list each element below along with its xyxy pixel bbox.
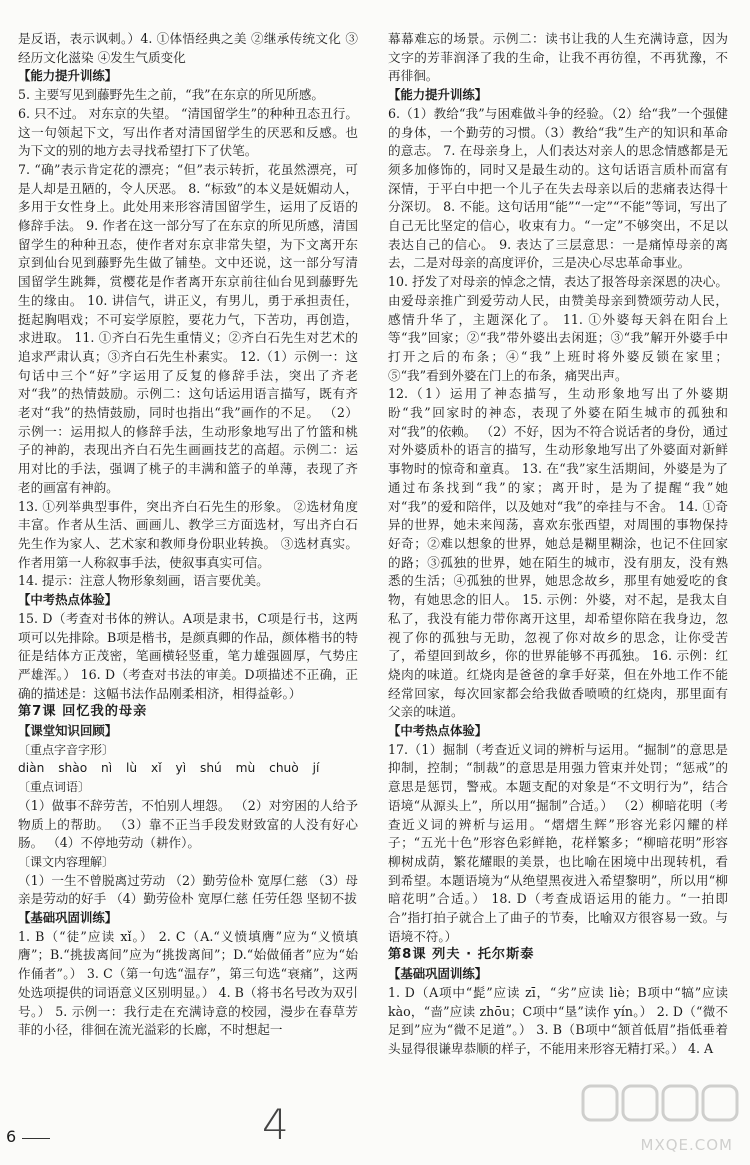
answer-paragraph: 1. B（“徒”应读 xǐ。） 2. C（A.“义愤填膺”应为“义愤填膺”；B.“挑拔离间”应为“挑拨离间”；D.“始做俑者”应为“始作俑者”。） 3. C（第一句选“温存”，第三句选“衰痛”，这两处选项提供的词语意义区别明显。） 4. B（将书名号改为双引号。） 5. 示例一：我行走在充满诗意的校园，漫步在春草芳菲的小径，徘徊在流光溢彩的长廊，不时想起一	[18, 928, 358, 1038]
answer-paragraph: （1）做事不辞劳苦，不怕别人埋怨。 （2）对穷困的人给予物质上的帮助。 （3）靠不正当手段发财致富的人没有好心肠。 （4）不停地劳动（耕作）。	[18, 797, 358, 851]
answer-paragraph: 14. 提示：注意人物形象刻画，语言要优美。	[18, 573, 269, 589]
section-heading: 【课堂知识回顾】	[18, 723, 118, 739]
answer-paragraph: 12.（1）运用了神态描写，生动形象地写出了外婆期盼“我”回家时的神态，表现了外婆在陌生城市的孤独和对“我”的依赖。 （2）不好，因为不符合说话者的身份，通过对外婆质朴的语言的描写，生动形象地写出了外婆面对新鲜事物时的惊奇和童真。 13. 在“我”家生活期间，外婆是为了通过布条找到“我”的家；离开时，是为了提醒“我”她对“我”的爱和陪伴，以及她对“我”的牵挂与不舍。 14. ①奇异的世界，她未来闯荡，喜欢东张西望，对周围的事物保持好奇；②难以想象的世界，她总是糊里糊涂，也记不住回家的路；③孤独的世界，她在陌生的城市，没有朋友，没有熟悉的生活；④孤独的世界，她思念故乡，那里有她爱吃的食物，有她思念的旧人。 15. 示例：外婆，对不起，是我太自私了，我没有能力带你离开这里，却希望你陪在我身边，忽视了你的孤独与无助，忽视了你对故乡的思念，让你受苦了，希望回到故乡，你的世界能够不再孤独。 16. 示例：红烧肉的味道。红烧肉是爸爸的拿手好菜，但在外地工作不能经常回家，每次回家都会给我做香喷喷的红烧肉，那里面有父亲的味道。	[388, 386, 728, 720]
section-heading: 【基础巩固训练】	[18, 910, 118, 926]
answer-paragraph: 6. 只不过。 对东京的失望。 “清国留学生”的种种丑态丑行。 这一句领起下文，写出作者对清国留学生的厌恶和反感。也为下文的别的地方去寻找希望打下了伏笔。	[18, 105, 358, 159]
answer-paragraph: 13. ①列举典型事件，突出齐白石先生的形象。 ②选材角度丰富。作者从生活、画画儿、教学三方面选材，写出齐白石先生作为家人、艺术家和教师身份职业转换。 ③选材真实。作者用第一人称叙事手法，使叙事真实可信。	[18, 498, 358, 570]
subsection-heading: 〔课文内容理解〕	[18, 854, 115, 869]
page-number: 6	[6, 1127, 17, 1146]
lesson-title: 第8课 列夫 · 托尔斯泰	[388, 947, 535, 963]
pinyin-line: diàn shào nì lù xǐ yì shú mù chuò jí	[18, 761, 320, 776]
right-column	[388, 30, 728, 1059]
handwritten-mark: 4	[262, 1100, 289, 1149]
answer-paragraph: 17.（1）掘制（考查近义词的辨析与运用。“掘制”的意思是抑制，控制；“制裁”的意思是用强力管束并处罚；“惩戒”的意思是惩罚，警戒。本题支配的对象是“不文明行为”，结合语境“从源头上”，所以用“掘制”合适。） （2）柳暗花明（考查近义词的辨析与运用。“熠熠生辉”形容光彩闪耀的样子；“五光十色”形容色彩鲜艳，花样繁多；“柳暗花明”形容柳树成荫，繁花耀眼的美景，也比喻在困境中出现转机，看到希望。本题语境为“从绝望黑夜进入希望黎明”，所以用“柳暗花明”合适。） 18. D（考查成语运用的能力。“一拍即合”指打拍子就合上了曲子的节奏，比喻双方很容易一致。与语境不符。）	[388, 741, 728, 944]
answer-paragraph: 6.（1）教给“我”与困难做斗争的经验。（2）给“我”一个强健的身体，一个勤劳的习惯。（3）教给“我”生产的知识和革命的意志。 7. 在母亲身上，人们表达对亲人的思念情感都是无须多加修饰的，同时又是最生动的。这句话语言质朴而富有深情，于平白中把一个儿子在失去母亲以后的悲痛表达得十分深切。 8. 不能。这句话用“能”“一定”“不能”等词，写出了自己无比坚定的信心，收束有力。“一定”不够突出，不足以表达自己的信心。 9. 表达了三层意思：一是痛悼母亲的离去，二是对母亲的高度评价，三是决心尽忠革命事业。	[388, 105, 728, 271]
answer-paragraph: 15. D（考查对书体的辨认。A项是隶书，C项是行书，这两项可以先排除。B项是楷书，是颜真卿的作品，颜体楷书的特征是结体方正茂密，笔画横轻竖重，笔力雄强圆厚，气势庄严雄浑。） 16. D（考查对书法的审美。D项描述不正确，正确的描述是：这幅书法作品刚柔相济，相得益彰。）	[18, 610, 358, 701]
watermark-text: MXQE.COM	[640, 1136, 733, 1154]
answer-paragraph: （1）一生不曾脱离过劳动 （2）勤劳俭朴 宽厚仁慈 （3）母亲是劳动的好手 （4）勤劳俭朴 宽厚仁慈 任劳任怨 坚韧不拔	[18, 872, 358, 907]
section-heading: 【基础巩固训练】	[388, 966, 488, 982]
answer-paragraph: 10. 抒发了对母亲的悼念之情，表达了报答母亲深恩的决心。 由爱母亲推广到爱劳动人民，由赞美母亲到赞颂劳动人民，感情升华了，主题深化了。 11. ①外婆每天斜在阳台上等“我”回家；②“我”带外婆出去闲逛；③“我”解开外婆手中打开之后的布条；④“我”上班时将外婆反锁在家里；⑤“我”看到外婆在门上的布条，痛哭出声。	[388, 274, 728, 383]
answer-paragraph: 1. D（A项中“髭”应读 zī，“劣”应读 liè；B项中“犒”应读 kào，“啬”应读 zhōu；C项中“垦”读作 yín。） 2. D（“微不足到”应为“微不足道”。） 3. B（B项中“颔首低眉”指低垂着头显得很谦卑恭顺的样子，不能用来形容无精打采。） 4. A	[388, 984, 728, 1056]
subsection-heading: 〔重点字音字形〕	[18, 742, 115, 757]
section-heading: 【中考热点体验】	[18, 592, 118, 608]
answer-paragraph: 5. 主要写见到藤野先生之前，“我”在东京的所见所感。	[18, 87, 324, 103]
left-column	[18, 30, 358, 1040]
page-number-rule	[22, 1138, 50, 1139]
section-heading: 【中考热点体验】	[388, 723, 488, 739]
watermark-logo	[575, 1080, 745, 1160]
answer-paragraph: 幕幕难忘的场景。示例二：读书让我的人生充满诗意，因为文字的芳菲润泽了我的生命，让我不再彷徨，不再犹豫，不再徘徊。	[388, 31, 728, 84]
section-heading: 【能力提升训练】	[18, 68, 118, 84]
subsection-heading: 〔重点词语〕	[18, 780, 91, 795]
answer-paragraph: 7. “确”表示肯定花的漂亮；“但”表示转折，花虽然漂亮，可是人却是丑陋的，令人厌恶。 8. “标致”的本义是妩媚动人，多用于女性身上。此处用来形容清国留学生，运用了反语的修辞手法。 9. 作者在这一部分写了在东京的所见所感，清国留学生的种种丑态，使作者对东京非常失望，为下文离开东京到仙台见到藤野先生做了铺垫。文中还说，这一部分写清国留学生跳舞，赏樱花是作者离开东京前往仙台见到藤野先生的缘由。 10. 讲信气，讲正义，有男儿，勇于承担责任，挺起胸唱戏；不可妄学原腔，要花力气，下苦功，再创造，求进取。 11. ①齐白石先生重情义；②齐白石先生对艺术的追求严肃认真；③齐白石先生朴素实。 12.（1）示例一：这句话中三个“好”字运用了反复的修辞手法，突出了齐老对“我”的热情鼓励。示例二：这句话运用语言描写，既有齐老对“我”的热情鼓励，同时也指出“我”画作的不足。 （2）示例一：运用拟人的修辞手法，生动形象地写出了竹篮和桃子的神韵，表现出齐白石先生画画技艺的高超。示例二：运用对比的手法，强调了桃子的丰满和篮子的单薄，表现了齐老的画富有神韵。	[18, 161, 358, 495]
section-heading: 【能力提升训练】	[388, 87, 488, 103]
answer-paragraph: 是反语，表示讽刺。）4. ①体悟经典之美 ②继承传统文化 ③经历文化滋染 ④发生气质变化	[18, 31, 358, 65]
lesson-title: 第7课 回忆我的母亲	[18, 704, 148, 720]
